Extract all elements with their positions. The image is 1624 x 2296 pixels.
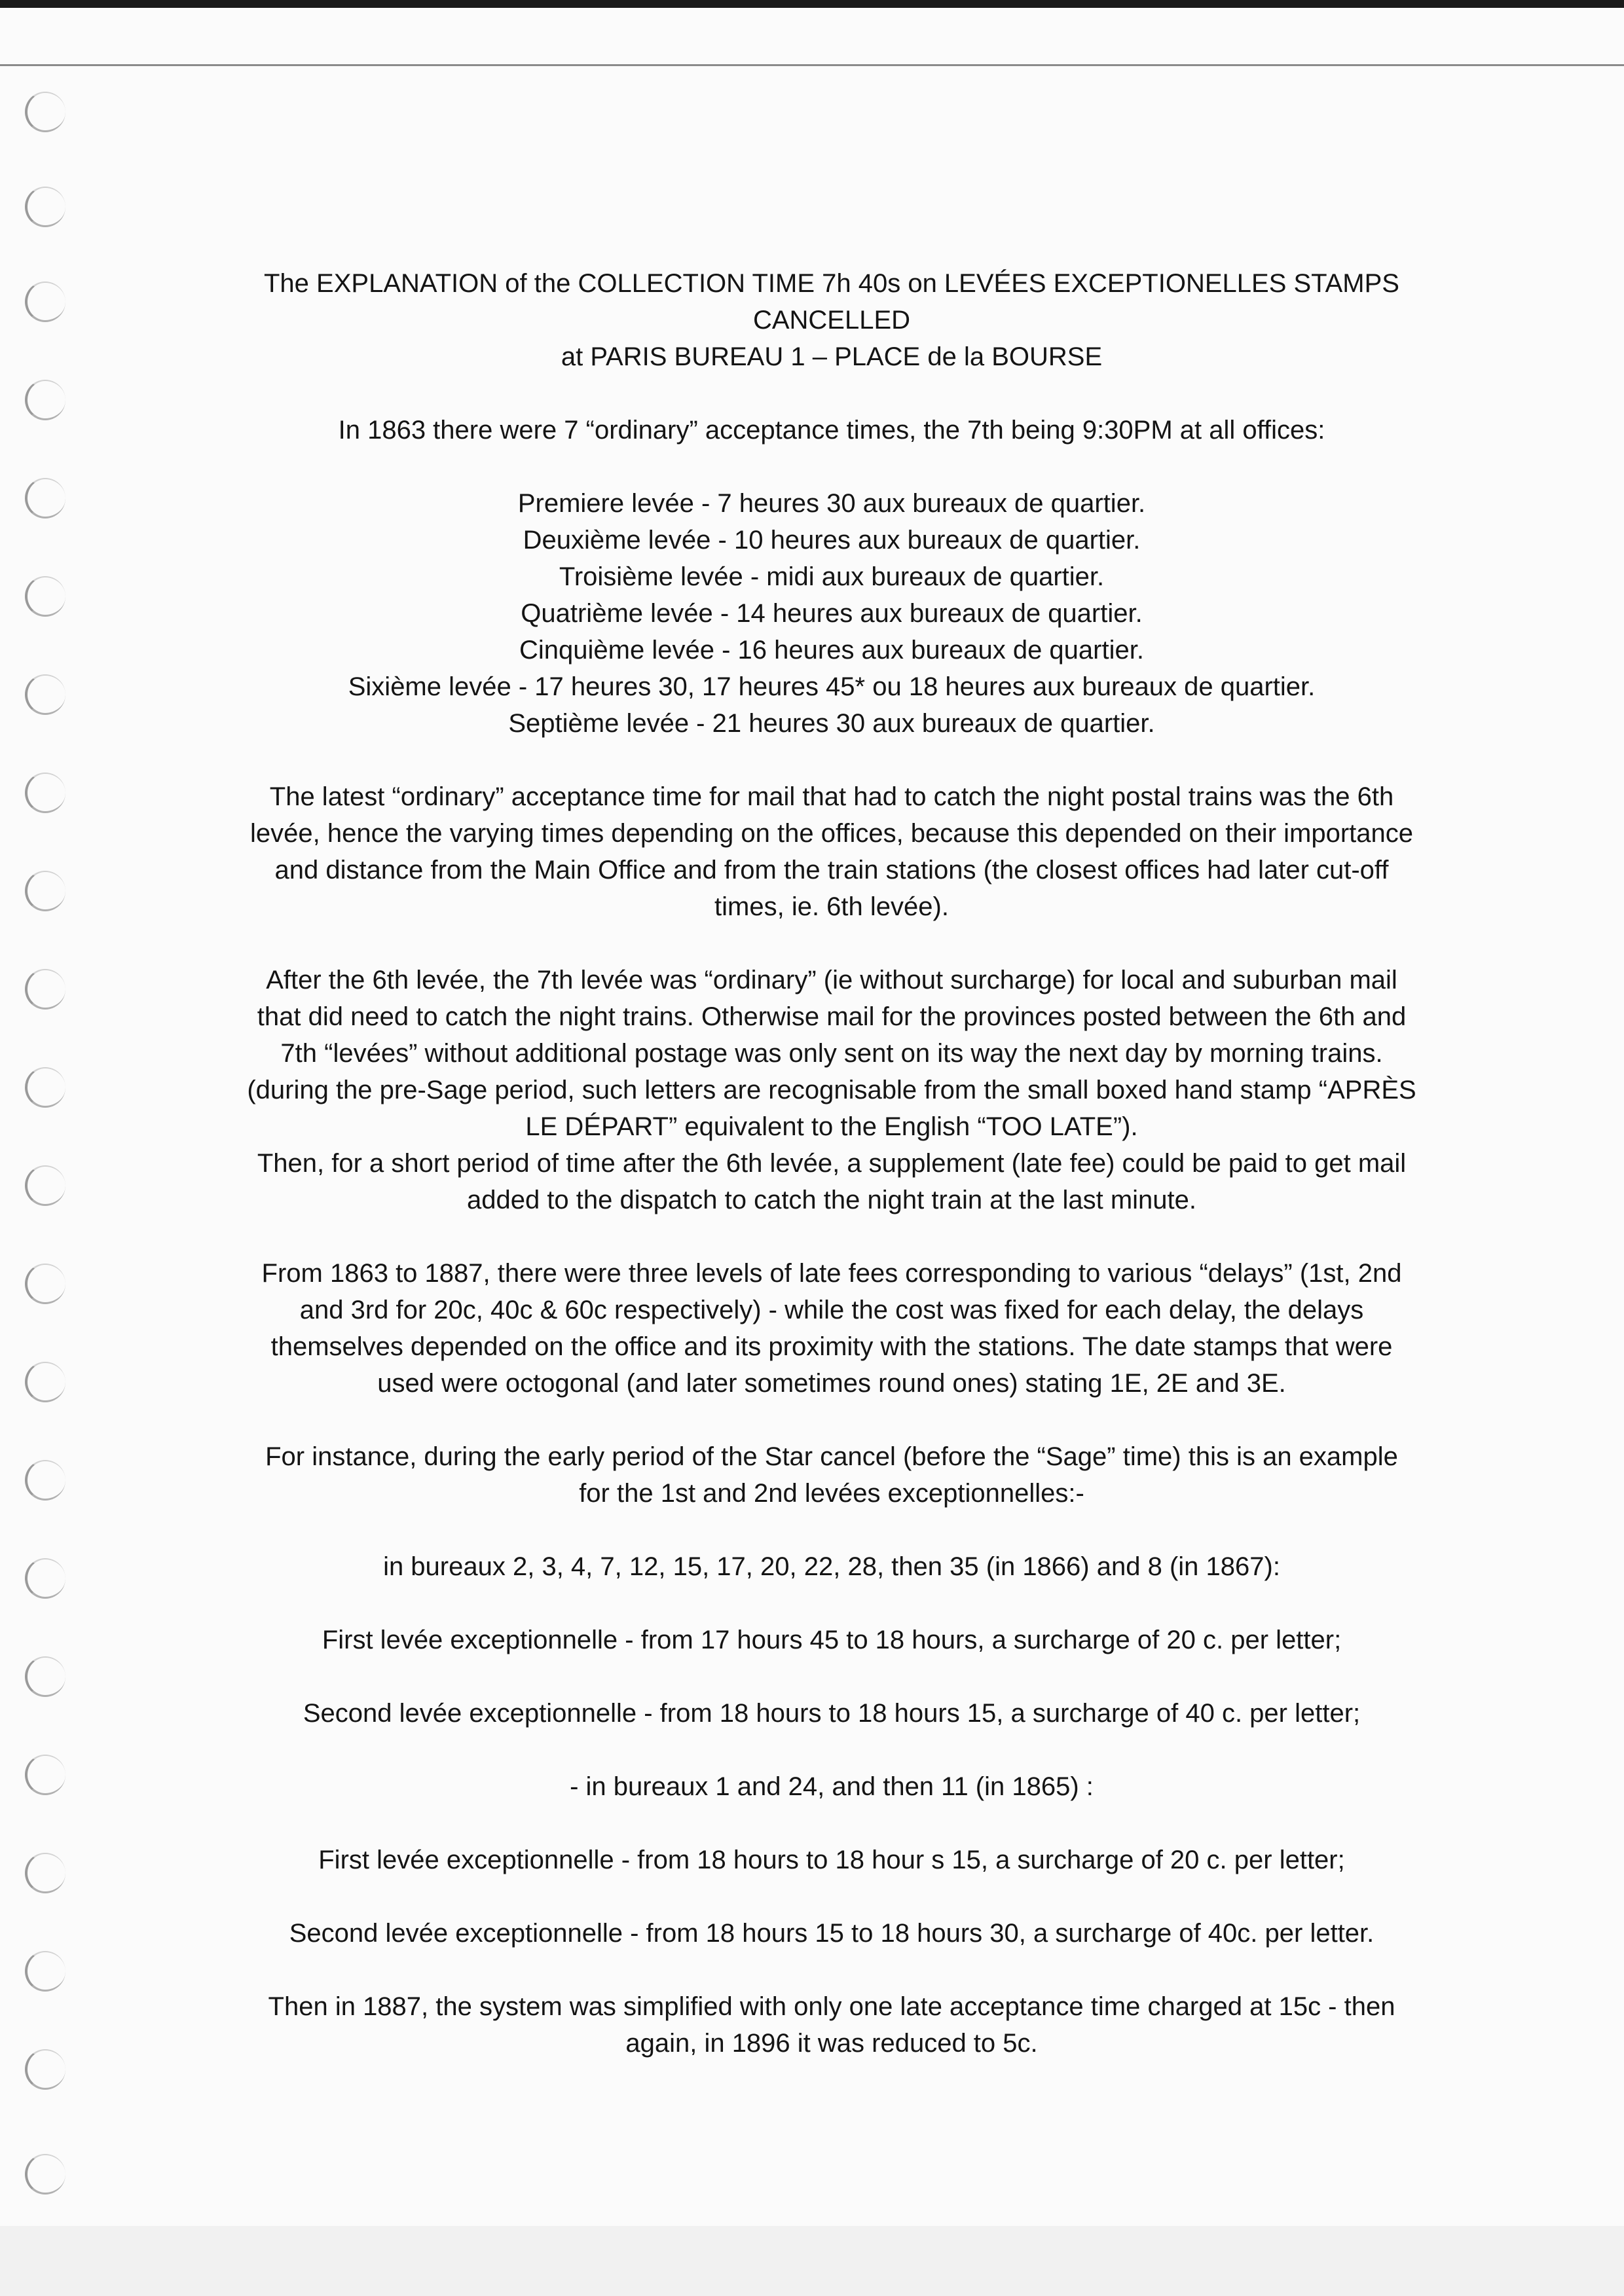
paragraph-line: levée, hence the varying times depending on the offices, because this depended on their importance	[250, 819, 1413, 848]
paragraph-line: After the 6th levée, the 7th levée was “ordinary” (ie without surcharge) for local and suburban mail	[266, 966, 1397, 994]
paragraph-line: The latest “ordinary” acceptance time for mail that had to catch the night postal trains was the 6th	[269, 782, 1394, 811]
paragraph-line: 7th “levées” without additional postage was only sent on its way the next day by morning trains.	[280, 1039, 1383, 1068]
binder-hole	[25, 1853, 65, 1893]
bureaux-group-2: - in bureaux 1 and 24, and then 11 (in 1865) :	[570, 1772, 1094, 1801]
levee-item: Quatrième levée - 14 heures aux bureaux de quartier.	[521, 599, 1143, 628]
after-sixth-paragraph	[196, 962, 1467, 1218]
binder-hole	[25, 1755, 65, 1795]
simplification-paragraph	[196, 1988, 1467, 2062]
group-1-second-levee: Second levée exceptionnelle - from 18 hours to 18 hours 15, a surcharge of 40 c. per letter;	[303, 1699, 1361, 1728]
binder-hole	[25, 1951, 65, 1992]
binder-hole	[25, 576, 65, 617]
binder-hole	[25, 2154, 65, 2195]
binder-hole	[25, 282, 65, 322]
paragraph-line: themselves depended on the office and its proximity with the stations. The date stamps that were	[270, 1332, 1393, 1361]
binder-hole	[25, 380, 65, 420]
binder-hole	[25, 674, 65, 715]
late-fees-paragraph	[196, 1255, 1467, 1402]
group-1-first-levee: First levée exceptionnelle - from 17 hours 45 to 18 hours, a surcharge of 20 c. per letter;	[322, 1626, 1342, 1654]
levee-item: Premiere levée - 7 heures 30 aux bureaux de quartier.	[517, 489, 1146, 518]
binder-hole	[25, 478, 65, 519]
binder-hole	[25, 1067, 65, 1108]
paragraph-line: used were octogonal (and later sometimes round ones) stating 1E, 2E and 3E.	[377, 1369, 1286, 1398]
binder-hole	[25, 1558, 65, 1599]
title-line: The EXPLANATION of the COLLECTION TIME 7h 40s on LEVÉES EXCEPTIONELLES STAMPS CANCELLED	[264, 269, 1399, 335]
levee-item: Deuxième levée - 10 heures aux bureaux de quartier.	[523, 526, 1141, 555]
binder-hole	[25, 1264, 65, 1304]
levee-item: Septième levée - 21 heures 30 aux bureaux de quartier.	[508, 709, 1155, 738]
binder-hole	[25, 2049, 65, 2090]
binder-hole	[25, 1656, 65, 1697]
levee-item: Cinquième levée - 16 heures aux bureaux de quartier.	[519, 636, 1144, 665]
binder-hole	[25, 1460, 65, 1501]
binder-hole	[25, 1362, 65, 1402]
binder-hole	[25, 187, 65, 227]
binder-hole	[25, 969, 65, 1010]
instance-paragraph	[196, 1438, 1467, 1512]
paragraph-line: times, ie. 6th levée).	[714, 892, 949, 921]
latest-time-paragraph	[196, 778, 1467, 925]
levee-item: Troisième levée - midi aux bureaux de quartier.	[559, 562, 1105, 591]
group-2-second-levee: Second levée exceptionnelle - from 18 hours 15 to 18 hours 30, a surcharge of 40c. per letter.	[289, 1919, 1375, 1948]
paragraph-line: Then, for a short period of time after the 6th levée, a supplement (late fee) could be paid to get mail	[257, 1149, 1407, 1178]
binder-hole	[25, 871, 65, 911]
document-body	[196, 265, 1467, 2062]
paragraph-line: that did need to catch the night trains. Otherwise mail for the provinces posted between the 6th and	[257, 1002, 1407, 1031]
document-title	[196, 265, 1467, 375]
paragraph-line: Then in 1887, the system was simplified with only one late acceptance time charged at 15c - then	[268, 1992, 1395, 2021]
paragraph-line: (during the pre-Sage period, such letters are recognisable from the small boxed hand stamp “APRÈS	[247, 1076, 1416, 1104]
paragraph-line: for the 1st and 2nd levées exceptionnelles:-	[579, 1479, 1084, 1508]
paragraph-line: LE DÉPART” equivalent to the English “TOO LATE”).	[525, 1112, 1138, 1141]
group-2-first-levee: First levée exceptionnelle - from 18 hours to 18 hour s 15, a surcharge of 20 c. per letter;	[318, 1846, 1345, 1874]
paragraph-line: again, in 1896 it was reduced to 5c.	[625, 2029, 1038, 2058]
paragraph-line: and 3rd for 20c, 40c & 60c respectively) - while the cost was fixed for each delay, the delays	[299, 1296, 1364, 1324]
scan-top-edge	[0, 0, 1624, 8]
paragraph-line: From 1863 to 1887, there were three levels of late fees corresponding to various “delays” (1st, 2nd	[261, 1259, 1402, 1288]
paragraph-line: added to the dispatch to catch the night train at the last minute.	[466, 1186, 1197, 1214]
binder-hole	[25, 773, 65, 813]
binder-hole	[25, 1165, 65, 1206]
binder-hole	[25, 92, 65, 132]
header-rule	[0, 64, 1624, 66]
title-line: at PARIS BUREAU 1 – PLACE de la BOURSE	[561, 342, 1103, 371]
scan-bottom-edge	[0, 2226, 1624, 2296]
intro-paragraph: In 1863 there were 7 “ordinary” acceptance times, the 7th being 9:30PM at all offices:	[338, 416, 1325, 445]
bureaux-group-1: in bureaux 2, 3, 4, 7, 12, 15, 17, 20, 22, 28, then 35 (in 1866) and 8 (in 1867):	[383, 1552, 1280, 1581]
levee-item: Sixième levée - 17 heures 30, 17 heures 45* ou 18 heures aux bureaux de quartier.	[348, 672, 1316, 701]
levee-list	[196, 485, 1467, 742]
paragraph-line: For instance, during the early period of the Star cancel (before the “Sage” time) this is an example	[265, 1442, 1398, 1471]
paragraph-line: and distance from the Main Office and from the train stations (the closest offices had later cut-off	[274, 856, 1389, 884]
